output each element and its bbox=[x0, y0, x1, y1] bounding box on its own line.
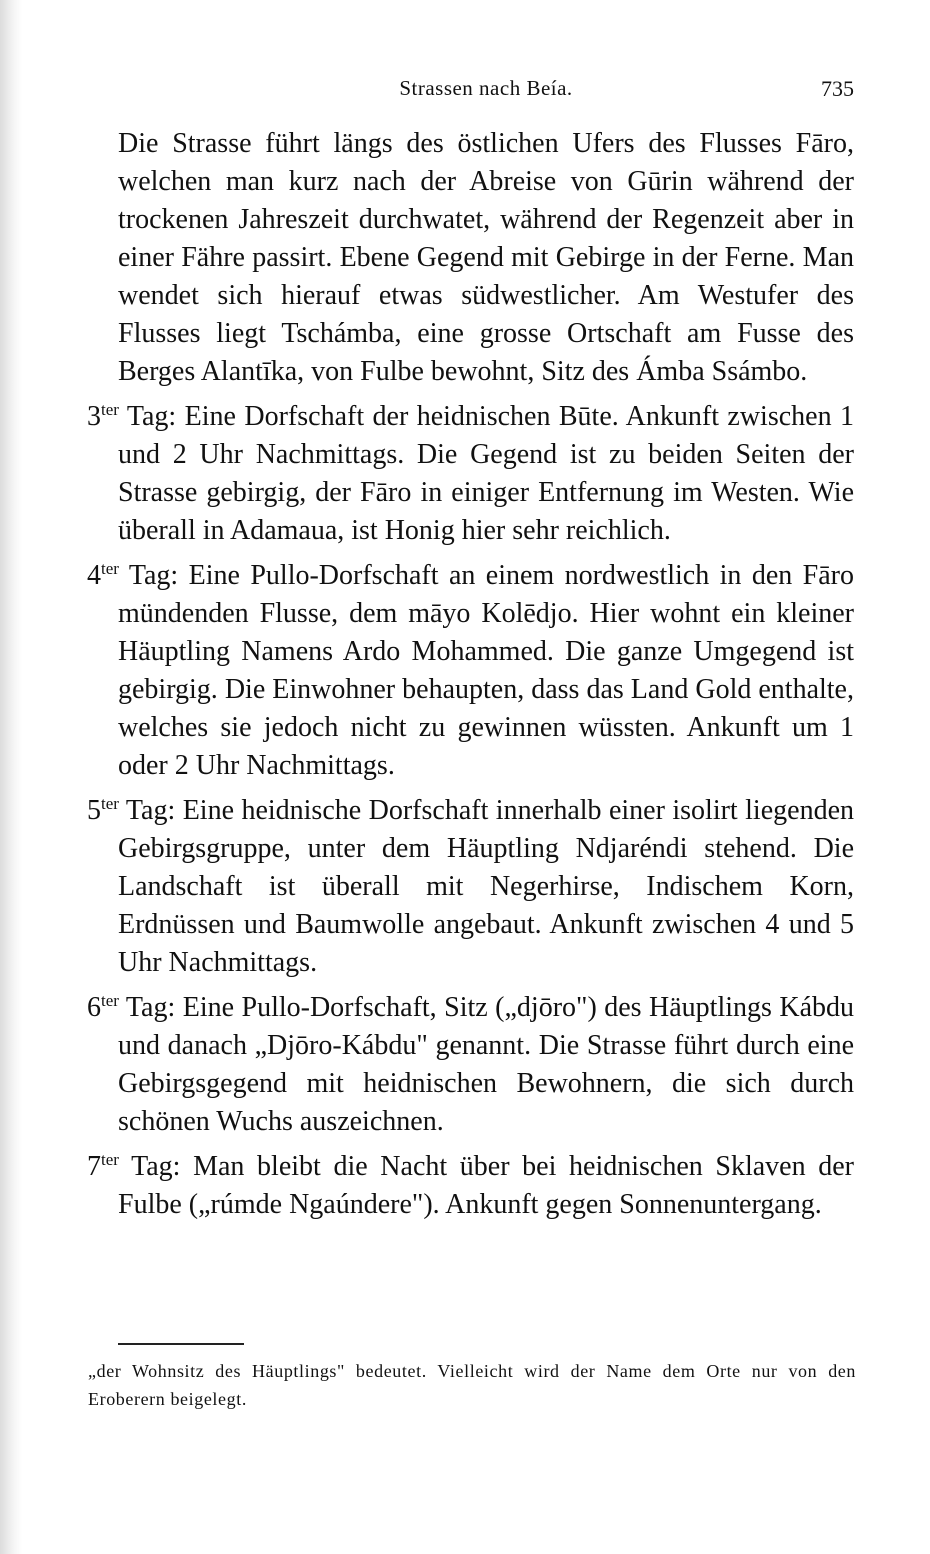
day-entry-5 bbox=[87, 785, 854, 982]
footnote-rule bbox=[118, 1343, 244, 1345]
day-label bbox=[87, 401, 176, 432]
day-number: 4 bbox=[87, 560, 101, 591]
day-word: Tag: bbox=[126, 401, 177, 432]
day-number: 5 bbox=[87, 795, 101, 826]
day-label bbox=[87, 795, 175, 826]
running-title: Strassen nach Beía. bbox=[399, 76, 573, 100]
day-entry-6 bbox=[87, 982, 855, 1141]
ordinal-suffix: ter bbox=[101, 991, 119, 1010]
day-entry-7 bbox=[87, 1141, 854, 1224]
intro-paragraph: Die Strasse führt längs des östlichen Ufers des Flusses Fāro, welchen man kurz nach der Abreise von Gūrin während der trockenen Jahreszeit durchwatet, während der Regenzeit aber in einer Fähre passirt. Ebene Gegend mit Gebirge in der Ferne. Man wendet sich hierauf etwas südwestlicher. Am Westufer des Flusses liegt Tschámba, eine grosse Ortschaft am Fusse des Berges Alantīka, von Fulbe bewohnt, Sitz des Ámba Ssámbo. bbox=[118, 128, 854, 387]
day-label bbox=[87, 1151, 180, 1182]
ordinal-suffix: ter bbox=[101, 794, 119, 813]
day-number: 7 bbox=[87, 1151, 101, 1182]
day-entry-text: Man bleibt die Nacht über bei heidnischen Sklaven der Fulbe („rúmde Ngaúndere"). Ankunft gegen Sonnenuntergang. bbox=[118, 1151, 854, 1220]
page-edge-shadow bbox=[0, 0, 22, 1554]
day-entry-text: Eine heidnische Dorfschaft innerhalb einer isolirt liegenden Gebirgsgruppe, unter dem Häuptling Ndjaréndi stehend. Die Landschaft ist überall mit Negerhirse, Indischem Korn, Erdnüssen und Baumwolle angebaut. Ankunft zwischen 4 und 5 Uhr Nachmittags. bbox=[118, 795, 854, 978]
day-label bbox=[87, 992, 175, 1023]
ordinal-suffix: ter bbox=[101, 1150, 119, 1169]
footnote: „der Wohnsitz des Häuptlings" bedeutet. Vielleicht wird der Name dem Orte nur von den Eroberern beigelegt. bbox=[88, 1361, 856, 1409]
ordinal-suffix: ter bbox=[101, 559, 119, 578]
day-word: Tag: bbox=[128, 560, 179, 591]
ordinal-suffix: ter bbox=[101, 400, 119, 419]
day-number: 3 bbox=[87, 401, 101, 432]
day-entry-3 bbox=[87, 391, 855, 550]
day-number: 6 bbox=[87, 992, 101, 1023]
body-text bbox=[87, 125, 855, 1224]
day-label bbox=[87, 560, 178, 591]
page-number: 735 bbox=[821, 76, 854, 101]
day-entry-text: Eine Dorfschaft der heidnischen Būte. Ankunft zwischen 1 und 2 Uhr Nachmittags. Die Gegend ist zu beiden Seiten der Strasse gebirgig, der Fāro in einiger Entfernung im Westen. Wie überall in Adamaua, ist Honig hier sehr reichlich. bbox=[118, 401, 855, 546]
day-word: Tag: bbox=[131, 1151, 181, 1182]
day-word: Tag: bbox=[125, 992, 176, 1023]
day-entry-text: Eine Pullo-Dorfschaft an einem nordwestlich in den Fāro mündenden Flusse, dem māyo Kolēdjo. Hier wohnt ein kleiner Häuptling Namens Ardo Mohammed. Die ganze Umgegend ist gebirgig. Die Einwohner behaupten, dass das Land Gold enthalte, welches sie jedoch nicht zu gewinnen wüssten. Ankunft um 1 oder 2 Uhr Nachmittags. bbox=[118, 560, 855, 781]
day-entry-4 bbox=[87, 550, 855, 785]
day-entry-text: Eine Pullo-Dorfschaft, Sitz („djōro") des Häuptlings Kábdu und danach „Djōro-Kábdu" genannt. Die Strasse führt durch eine Gebirgsgegend mit heidnischen Bewohnern, die sich durch schönen Wuchs auszeichnen. bbox=[118, 992, 855, 1137]
page-header bbox=[118, 76, 854, 106]
day-word: Tag: bbox=[125, 795, 176, 826]
